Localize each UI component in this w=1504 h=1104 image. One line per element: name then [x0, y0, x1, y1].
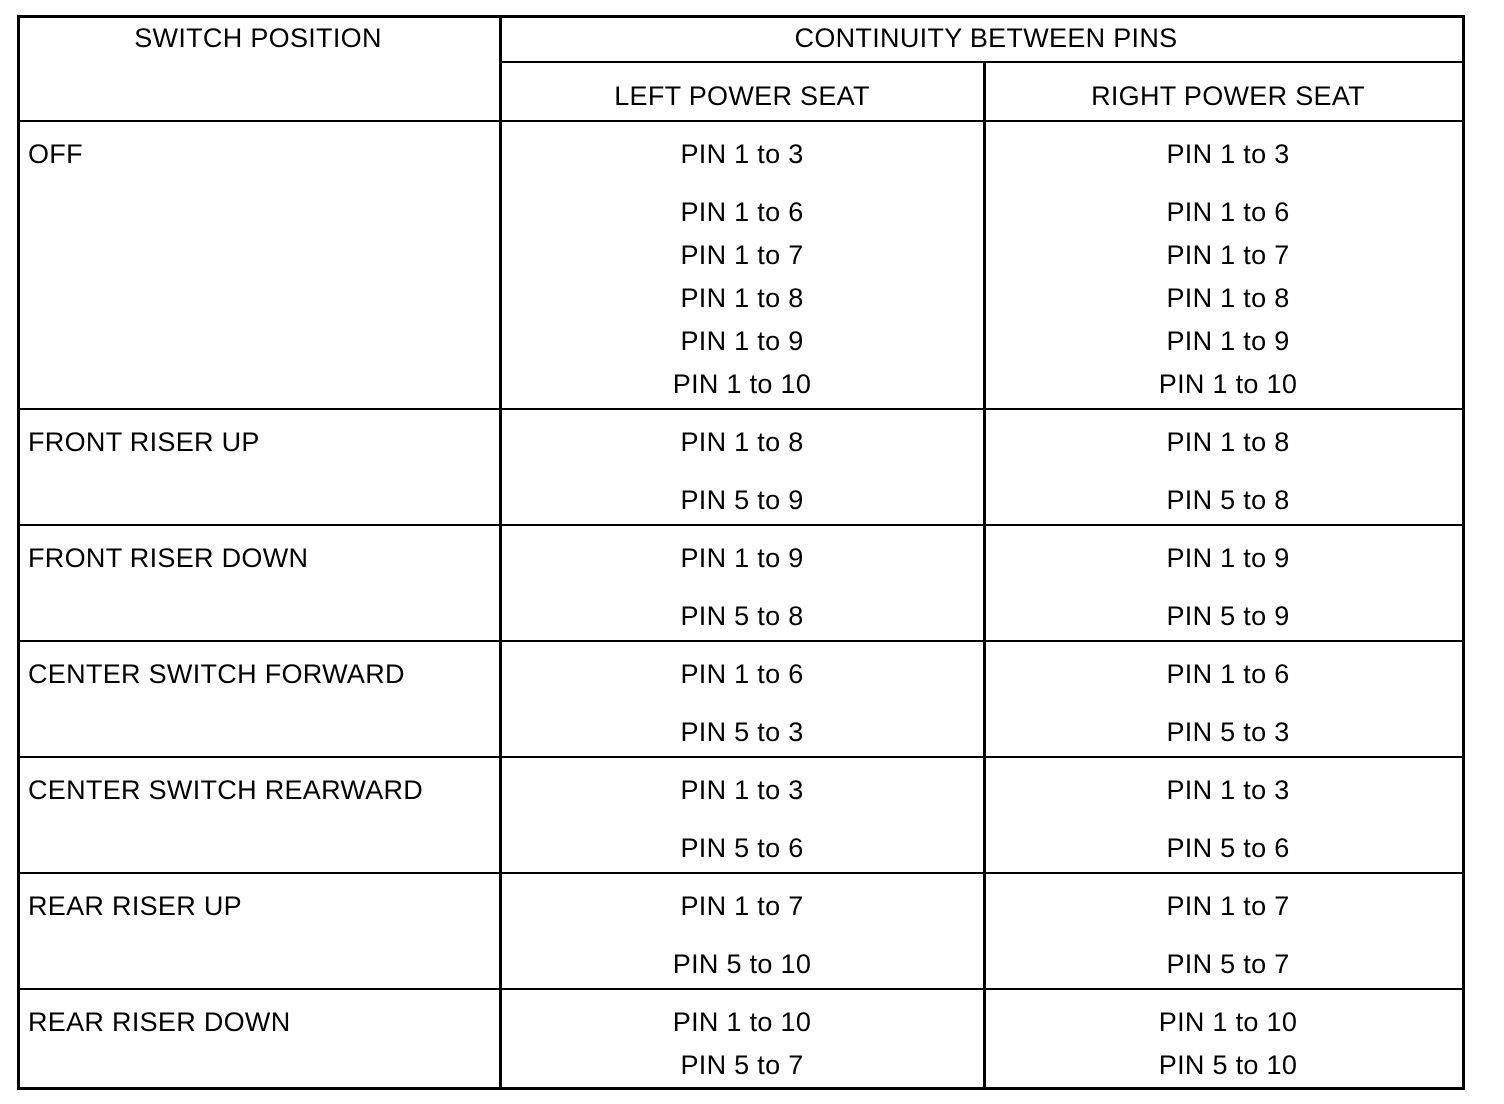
right-pin-entry: PIN 1 to 8 — [1166, 283, 1290, 313]
right-pin-entry: PIN 1 to 6 — [1166, 659, 1290, 689]
right-pin-entry: PIN 1 to 10 — [1158, 369, 1298, 399]
right-pin-entry: PIN 1 to 10 — [1158, 1007, 1298, 1037]
header-continuity: CONTINUITY BETWEEN PINS — [794, 23, 1178, 53]
left-pin-entry: PIN 1 to 3 — [680, 139, 804, 169]
switch-position-label: OFF — [28, 139, 83, 169]
right-pin-entry: PIN 1 to 6 — [1166, 197, 1290, 227]
right-pin-entry: PIN 5 to 9 — [1166, 601, 1290, 631]
right-pin-entry: PIN 1 to 9 — [1166, 543, 1290, 573]
right-pin-entry: PIN 1 to 8 — [1166, 427, 1290, 457]
right-pin-entry: PIN 1 to 7 — [1166, 891, 1290, 921]
right-pin-entry: PIN 1 to 7 — [1166, 240, 1290, 270]
right-pin-entry: PIN 1 to 3 — [1166, 775, 1290, 805]
left-pin-entry: PIN 5 to 6 — [680, 833, 804, 863]
left-pin-entry: PIN 1 to 9 — [680, 326, 804, 356]
switch-position-label: REAR RISER DOWN — [28, 1007, 291, 1037]
header-right-power-seat: RIGHT POWER SEAT — [1091, 81, 1365, 111]
right-pin-entry: PIN 1 to 3 — [1166, 139, 1290, 169]
left-pin-entry: PIN 1 to 7 — [680, 891, 804, 921]
col-divider-seats — [983, 62, 986, 1087]
left-pin-entry: PIN 5 to 8 — [680, 601, 804, 631]
row-divider-2 — [20, 524, 1462, 526]
left-pin-entry: PIN 5 to 10 — [672, 949, 812, 979]
right-pin-entry: PIN 5 to 6 — [1166, 833, 1290, 863]
switch-position-label: REAR RISER UP — [28, 891, 242, 921]
row-divider-4 — [20, 756, 1462, 758]
left-pin-entry: PIN 1 to 6 — [680, 197, 804, 227]
left-pin-entry: PIN 1 to 3 — [680, 775, 804, 805]
left-pin-entry: PIN 1 to 6 — [680, 659, 804, 689]
left-pin-entry: PIN 1 to 8 — [680, 283, 804, 313]
header-bottom-line — [20, 120, 1462, 122]
left-pin-entry: PIN 1 to 7 — [680, 240, 804, 270]
left-pin-entry: PIN 5 to 9 — [680, 485, 804, 515]
left-pin-entry: PIN 1 to 10 — [672, 369, 812, 399]
header-left-power-seat: LEFT POWER SEAT — [614, 81, 870, 111]
switch-position-label: FRONT RISER UP — [28, 427, 260, 457]
row-divider-1 — [20, 408, 1462, 410]
row-divider-6 — [20, 988, 1462, 990]
left-pin-entry: PIN 5 to 7 — [680, 1050, 804, 1080]
switch-position-label: FRONT RISER DOWN — [28, 543, 309, 573]
right-pin-entry: PIN 5 to 7 — [1166, 949, 1290, 979]
header-switch-position: SWITCH POSITION — [134, 23, 382, 53]
header-subdivider — [502, 61, 1462, 63]
left-pin-entry: PIN 1 to 9 — [680, 543, 804, 573]
left-pin-entry: PIN 5 to 3 — [680, 717, 804, 747]
continuity-table — [17, 15, 1465, 1090]
left-pin-entry: PIN 1 to 8 — [680, 427, 804, 457]
right-pin-entry: PIN 5 to 3 — [1166, 717, 1290, 747]
right-pin-entry: PIN 5 to 8 — [1166, 485, 1290, 515]
left-pin-entry: PIN 1 to 10 — [672, 1007, 812, 1037]
row-divider-3 — [20, 640, 1462, 642]
right-pin-entry: PIN 5 to 10 — [1158, 1050, 1298, 1080]
col-divider-position — [499, 18, 502, 1087]
right-pin-entry: PIN 1 to 9 — [1166, 326, 1290, 356]
switch-position-label: CENTER SWITCH REARWARD — [28, 775, 424, 805]
switch-position-label: CENTER SWITCH FORWARD — [28, 659, 405, 689]
row-divider-5 — [20, 872, 1462, 874]
